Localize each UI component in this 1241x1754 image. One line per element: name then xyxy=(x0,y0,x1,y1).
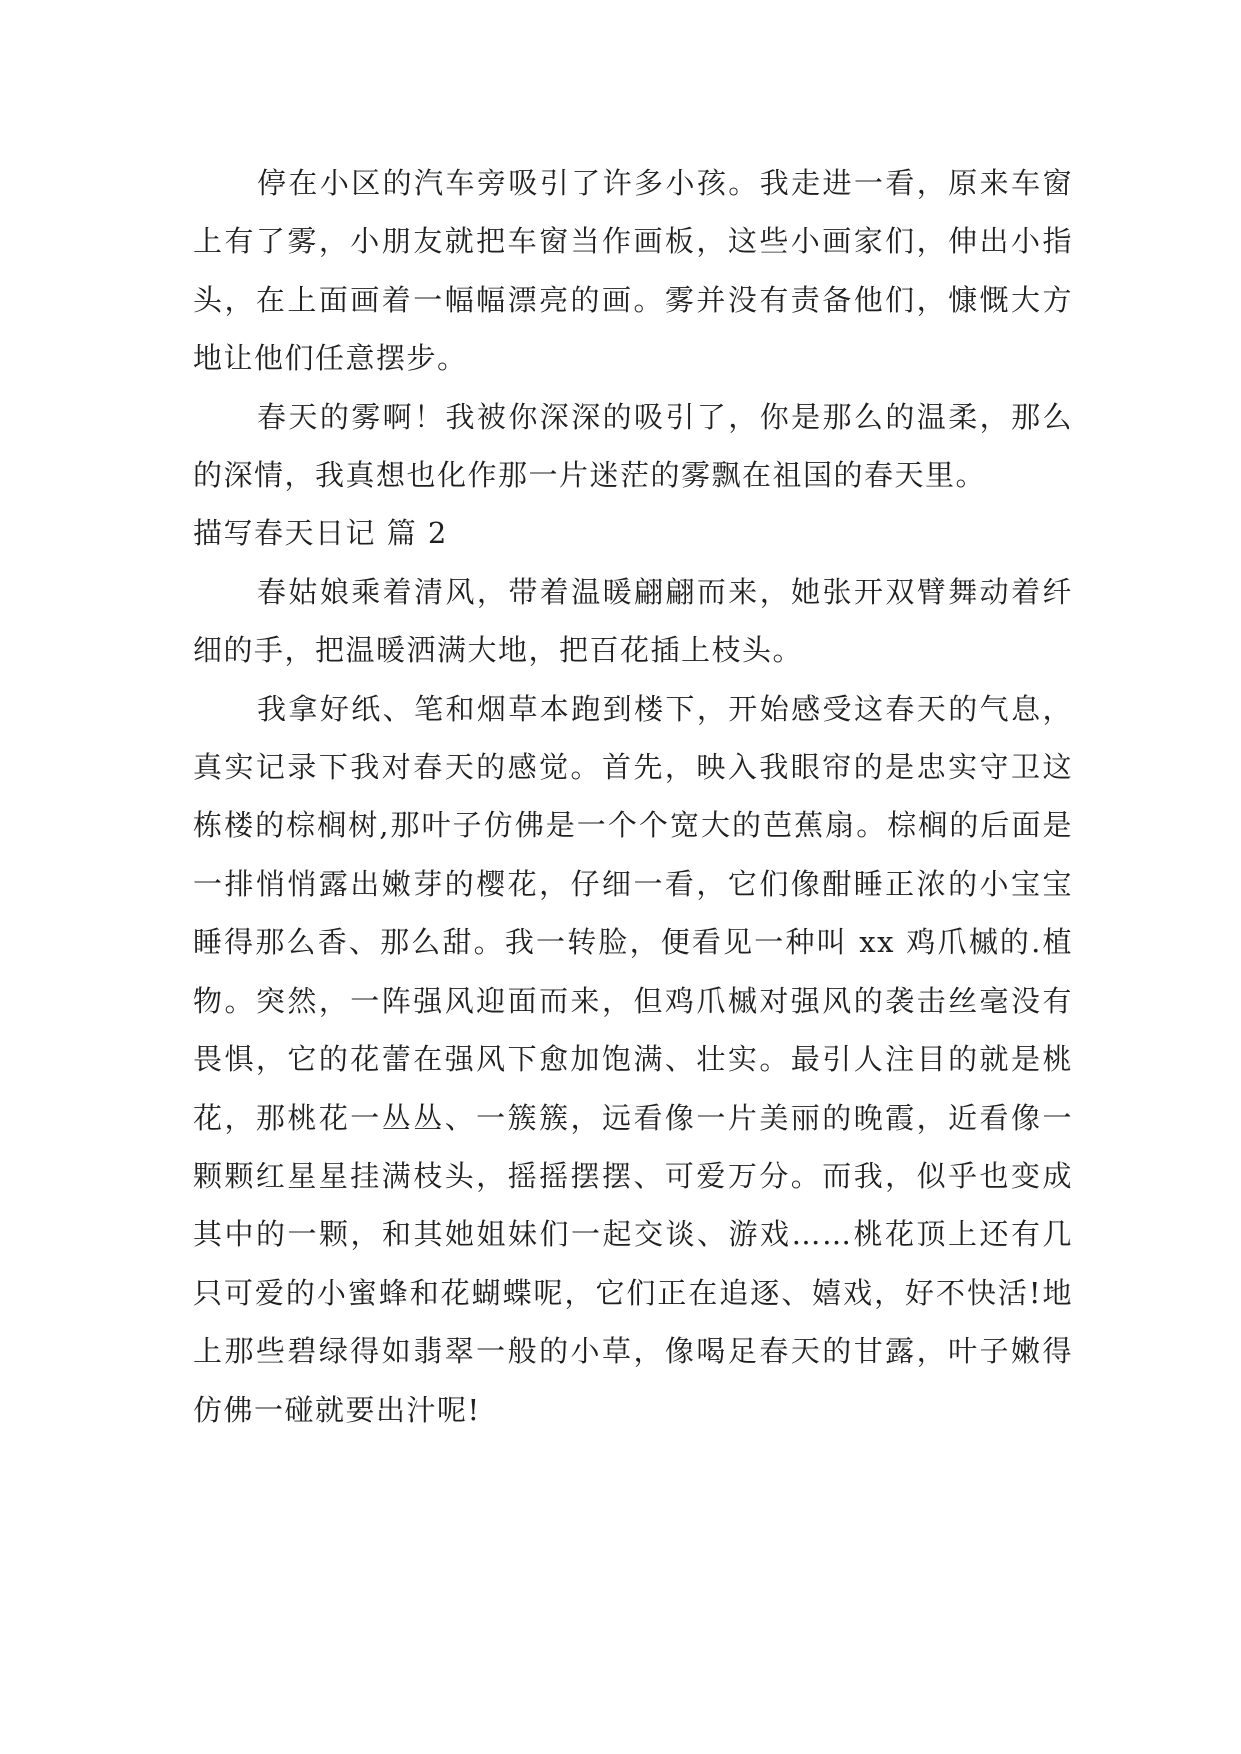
paragraph-spring-girl: 春姑娘乘着清风，带着温暖翩翩而来，她张开双臂舞动着纤细的手，把温暖洒满大地，把百花插上枝头。 xyxy=(193,574,1073,668)
paragraph-spring-fog: 春天的雾啊！我被你深深的吸引了，你是那么的温柔，那么的深情，我真想也化作那一片迷茫的雾飘在祖国的春天里。 xyxy=(193,399,1073,493)
paragraph-spring-observation: 我拿好纸、笔和烟草本跑到楼下，开始感受这春天的气息，真实记录下我对春天的感觉。首先，映入我眼帘的是忠实守卫这栋楼的棕榈树,那叶子仿佛是一个个宽大的芭蕉扇。棕榈的后面是一排悄悄露出嫩芽的樱花，仔细一看，它们像酣睡正浓的小宝宝睡得那么香、那么甜。我一转脸，便看见一种叫 xx 鸡爪槭的.植物。突然，一阵强风迎面而来，但鸡爪槭对强风的袭击丝毫没有畏惧，它的花蕾在强风下愈加饱满、壮实。最引人注目的就是桃花，那桃花一丛丛、一簇簇，远看像一片美丽的晚霞，近看像一颗颗红星星挂满枝头，摇摇摆摆、可爱万分。而我，似乎也变成其中的一颗，和其她姐妹们一起交谈、游戏……桃花顶上还有几只可爱的小蜜蜂和花蝴蝶呢，它们正在追逐、嬉戏，好不快活!地上那些碧绿得如翡翠一般的小草，像喝足春天的甘露，叶子嫩得仿佛一碰就要出汁呢! xyxy=(193,691,1073,1427)
paragraph-fog-car-window: 停在小区的汽车旁吸引了许多小孩。我走进一看，原来车窗上有了雾，小朋友就把车窗当作画板，这些小画家们，伸出小指头，在上面画着一幅幅漂亮的画。雾并没有责备他们，慷慨大方地让他们任意摆步。 xyxy=(193,166,1073,376)
document-body xyxy=(193,154,1073,1439)
section-title: 描写春天日记 篇 2 xyxy=(193,516,448,551)
